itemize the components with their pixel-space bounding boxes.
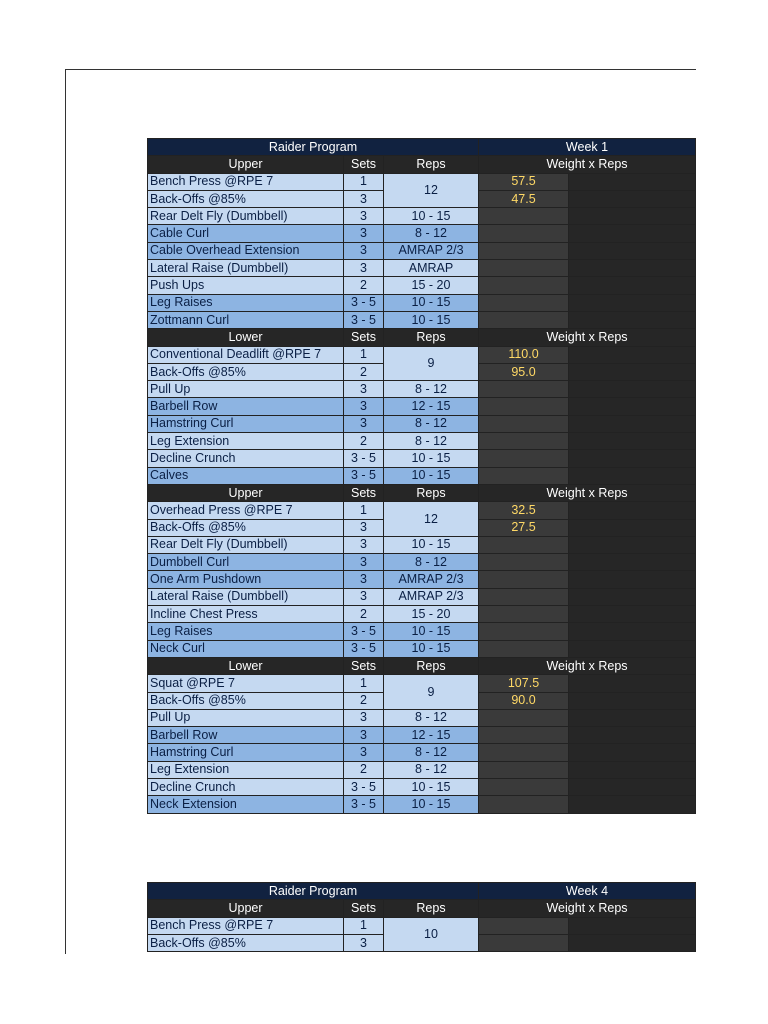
table-row	[148, 623, 696, 640]
program-table-1	[147, 138, 696, 814]
sets-value[interactable]: 1	[344, 173, 384, 190]
reps-log-cell[interactable]	[569, 415, 696, 432]
table-row	[148, 917, 696, 934]
weight-value[interactable]: 90.0	[479, 692, 569, 709]
exercise-name[interactable]: Hamstring Curl	[148, 744, 344, 761]
weight-value[interactable]	[479, 606, 569, 623]
sets-value[interactable]: 2	[344, 433, 384, 450]
exercise-name[interactable]: Barbell Row	[148, 398, 344, 415]
sets-value[interactable]: 3	[344, 190, 384, 207]
weight-value[interactable]	[479, 917, 569, 934]
sets-value[interactable]: 3	[344, 934, 384, 951]
exercise-name[interactable]: Barbell Row	[148, 727, 344, 744]
table-row	[148, 761, 696, 778]
sets-value[interactable]: 3	[344, 536, 384, 553]
weight-value[interactable]	[479, 208, 569, 225]
reps-log-cell[interactable]	[569, 588, 696, 605]
exercise-name[interactable]: Neck Extension	[148, 796, 344, 813]
sets-value[interactable]: 3 - 5	[344, 778, 384, 795]
table-row	[148, 173, 696, 190]
weight-value[interactable]	[479, 571, 569, 588]
weight-value[interactable]: 27.5	[479, 519, 569, 536]
weight-value[interactable]	[479, 709, 569, 726]
reps-value[interactable]: 10 - 15	[384, 796, 479, 813]
reps-value[interactable]: 10 - 15	[384, 311, 479, 328]
reps-value[interactable]: 10 - 15	[384, 294, 479, 311]
exercise-name[interactable]: Calves	[148, 467, 344, 484]
exercise-name[interactable]: Decline Crunch	[148, 450, 344, 467]
reps-value[interactable]: 8 - 12	[384, 709, 479, 726]
page-border-left	[65, 69, 66, 954]
reps-header: Reps	[384, 329, 479, 346]
weight-value[interactable]: 47.5	[479, 190, 569, 207]
reps-value[interactable]: 8 - 12	[384, 433, 479, 450]
program-title: Raider Program	[148, 139, 479, 156]
reps-value[interactable]: 12	[384, 173, 479, 208]
sets-value[interactable]: 1	[344, 346, 384, 363]
reps-log-cell[interactable]	[569, 381, 696, 398]
weight-value[interactable]	[479, 727, 569, 744]
table-row	[148, 606, 696, 623]
exercise-name[interactable]: Cable Curl	[148, 225, 344, 242]
weight-value[interactable]	[479, 796, 569, 813]
sets-value[interactable]: 3 - 5	[344, 796, 384, 813]
exercise-name[interactable]: Back-Offs @85%	[148, 363, 344, 380]
sets-value[interactable]: 3	[344, 744, 384, 761]
sets-value[interactable]: 2	[344, 277, 384, 294]
reps-value[interactable]: 10 - 15	[384, 450, 479, 467]
weight-value[interactable]	[479, 433, 569, 450]
weight-value[interactable]: 32.5	[479, 502, 569, 519]
weight-value[interactable]	[479, 588, 569, 605]
table-row	[148, 433, 696, 450]
reps-log-cell[interactable]	[569, 934, 696, 951]
reps-value[interactable]: 8 - 12	[384, 761, 479, 778]
reps-log-cell[interactable]	[569, 519, 696, 536]
weight-value[interactable]	[479, 640, 569, 657]
reps-log-cell[interactable]	[569, 917, 696, 934]
exercise-name[interactable]: Bench Press @RPE 7	[148, 917, 344, 934]
reps-log-cell[interactable]	[569, 606, 696, 623]
exercise-name[interactable]: Lateral Raise (Dumbbell)	[148, 260, 344, 277]
reps-log-cell[interactable]	[569, 554, 696, 571]
table-row	[148, 502, 696, 519]
table-row	[148, 778, 696, 795]
reps-value[interactable]: AMRAP 2/3	[384, 242, 479, 259]
day-name: Lower	[148, 657, 344, 674]
exercise-name[interactable]: Zottmann Curl	[148, 311, 344, 328]
reps-log-cell[interactable]	[569, 260, 696, 277]
reps-log-cell[interactable]	[569, 173, 696, 190]
exercise-name[interactable]: Leg Extension	[148, 761, 344, 778]
sets-value[interactable]: 2	[344, 692, 384, 709]
reps-value[interactable]: 9	[384, 675, 479, 710]
sets-value[interactable]: 2	[344, 761, 384, 778]
day-name: Upper	[148, 484, 344, 501]
exercise-name[interactable]: Pull Up	[148, 381, 344, 398]
sets-value[interactable]: 3	[344, 519, 384, 536]
sets-header: Sets	[344, 900, 384, 917]
reps-log-cell[interactable]	[569, 709, 696, 726]
weight-value[interactable]	[479, 294, 569, 311]
reps-value[interactable]: AMRAP 2/3	[384, 571, 479, 588]
reps-value[interactable]: 10	[384, 917, 479, 952]
sets-value[interactable]: 3	[344, 709, 384, 726]
weight-value[interactable]	[479, 450, 569, 467]
table-row	[148, 709, 696, 726]
table-row	[148, 294, 696, 311]
week-label: Week 1	[479, 139, 696, 156]
sets-value[interactable]: 3 - 5	[344, 294, 384, 311]
table-row	[148, 346, 696, 363]
weight-value[interactable]	[479, 467, 569, 484]
sets-value[interactable]: 3 - 5	[344, 450, 384, 467]
table-row	[148, 415, 696, 432]
weight-value[interactable]	[479, 381, 569, 398]
weight-value[interactable]	[479, 744, 569, 761]
exercise-name[interactable]: Back-Offs @85%	[148, 190, 344, 207]
sets-value[interactable]: 3	[344, 415, 384, 432]
table-row	[148, 381, 696, 398]
reps-value[interactable]: 8 - 12	[384, 225, 479, 242]
reps-log-cell[interactable]	[569, 675, 696, 692]
sets-value[interactable]: 3	[344, 554, 384, 571]
sets-value[interactable]: 3	[344, 381, 384, 398]
sets-header: Sets	[344, 156, 384, 173]
reps-header: Reps	[384, 900, 479, 917]
weight-value[interactable]: 95.0	[479, 363, 569, 380]
exercise-name[interactable]: Leg Raises	[148, 623, 344, 640]
reps-header: Reps	[384, 156, 479, 173]
weight-value[interactable]	[479, 277, 569, 294]
reps-log-cell[interactable]	[569, 277, 696, 294]
reps-log-cell[interactable]	[569, 761, 696, 778]
reps-value[interactable]: 10 - 15	[384, 640, 479, 657]
exercise-name[interactable]: Dumbbell Curl	[148, 554, 344, 571]
table-row	[148, 277, 696, 294]
reps-value[interactable]: 10 - 15	[384, 536, 479, 553]
reps-log-cell[interactable]	[569, 242, 696, 259]
sets-value[interactable]: 1	[344, 675, 384, 692]
exercise-name[interactable]: Pull Up	[148, 709, 344, 726]
reps-value[interactable]: 15 - 20	[384, 606, 479, 623]
weight-reps-header: Weight x Reps	[479, 900, 696, 917]
exercise-name[interactable]: Rear Delt Fly (Dumbbell)	[148, 536, 344, 553]
reps-log-cell[interactable]	[569, 778, 696, 795]
reps-value[interactable]: 8 - 12	[384, 554, 479, 571]
reps-log-cell[interactable]	[569, 502, 696, 519]
reps-log-cell[interactable]	[569, 450, 696, 467]
table-row	[148, 571, 696, 588]
table-row	[148, 260, 696, 277]
table-row	[148, 311, 696, 328]
weight-value[interactable]	[479, 398, 569, 415]
exercise-name[interactable]: Squat @RPE 7	[148, 675, 344, 692]
weight-value[interactable]: 110.0	[479, 346, 569, 363]
table-row	[148, 744, 696, 761]
reps-value[interactable]: 10 - 15	[384, 778, 479, 795]
exercise-name[interactable]: Push Ups	[148, 277, 344, 294]
exercise-name[interactable]: Incline Chest Press	[148, 606, 344, 623]
reps-log-cell[interactable]	[569, 467, 696, 484]
table-row	[148, 554, 696, 571]
table-row	[148, 208, 696, 225]
page-border-top	[65, 69, 696, 70]
weight-value[interactable]: 107.5	[479, 675, 569, 692]
exercise-name[interactable]: Bench Press @RPE 7	[148, 173, 344, 190]
table-row	[148, 398, 696, 415]
sets-value[interactable]: 3	[344, 242, 384, 259]
sets-header: Sets	[344, 657, 384, 674]
table-row	[148, 242, 696, 259]
weight-reps-header: Weight x Reps	[479, 484, 696, 501]
sets-value[interactable]: 3 - 5	[344, 623, 384, 640]
exercise-name[interactable]: Hamstring Curl	[148, 415, 344, 432]
exercise-name[interactable]: Overhead Press @RPE 7	[148, 502, 344, 519]
reps-value[interactable]: 15 - 20	[384, 277, 479, 294]
reps-value[interactable]: 12	[384, 502, 479, 537]
table-row	[148, 727, 696, 744]
reps-log-cell[interactable]	[569, 208, 696, 225]
weight-reps-header: Weight x Reps	[479, 657, 696, 674]
week-label: Week 4	[479, 883, 696, 900]
table-row	[148, 675, 696, 692]
weight-value[interactable]: 57.5	[479, 173, 569, 190]
exercise-name[interactable]: Back-Offs @85%	[148, 934, 344, 951]
sets-value[interactable]: 3 - 5	[344, 311, 384, 328]
reps-log-cell[interactable]	[569, 727, 696, 744]
exercise-name[interactable]: Conventional Deadlift @RPE 7	[148, 346, 344, 363]
exercise-name[interactable]: Lateral Raise (Dumbbell)	[148, 588, 344, 605]
reps-value[interactable]: 8 - 12	[384, 744, 479, 761]
sets-value[interactable]: 3	[344, 260, 384, 277]
weight-reps-header: Weight x Reps	[479, 329, 696, 346]
exercise-name[interactable]: Neck Curl	[148, 640, 344, 657]
weight-value[interactable]	[479, 536, 569, 553]
table-row	[148, 796, 696, 813]
table-row	[148, 588, 696, 605]
exercise-name[interactable]: Leg Extension	[148, 433, 344, 450]
reps-log-cell[interactable]	[569, 311, 696, 328]
reps-log-cell[interactable]	[569, 433, 696, 450]
reps-header: Reps	[384, 657, 479, 674]
weight-value[interactable]	[479, 554, 569, 571]
reps-value[interactable]: 12 - 15	[384, 727, 479, 744]
sets-value[interactable]: 2	[344, 363, 384, 380]
weight-value[interactable]	[479, 934, 569, 951]
reps-value[interactable]: 9	[384, 346, 479, 381]
reps-log-cell[interactable]	[569, 692, 696, 709]
exercise-name[interactable]: One Arm Pushdown	[148, 571, 344, 588]
weight-value[interactable]	[479, 225, 569, 242]
table-row	[148, 467, 696, 484]
sets-value[interactable]: 3 - 5	[344, 640, 384, 657]
reps-value[interactable]: 10 - 15	[384, 623, 479, 640]
sets-value[interactable]: 3	[344, 225, 384, 242]
sets-value[interactable]: 1	[344, 502, 384, 519]
reps-value[interactable]: 10 - 15	[384, 467, 479, 484]
table-row	[148, 640, 696, 657]
weight-value[interactable]	[479, 242, 569, 259]
weight-reps-header: Weight x Reps	[479, 156, 696, 173]
sets-value[interactable]: 1	[344, 917, 384, 934]
weight-value[interactable]	[479, 778, 569, 795]
reps-log-cell[interactable]	[569, 571, 696, 588]
reps-log-cell[interactable]	[569, 640, 696, 657]
reps-value[interactable]: 10 - 15	[384, 208, 479, 225]
sets-header: Sets	[344, 329, 384, 346]
reps-value[interactable]: 8 - 12	[384, 415, 479, 432]
reps-log-cell[interactable]	[569, 744, 696, 761]
weight-value[interactable]	[479, 623, 569, 640]
table-row	[148, 536, 696, 553]
table-row	[148, 450, 696, 467]
reps-value[interactable]: AMRAP	[384, 260, 479, 277]
sets-value[interactable]: 3	[344, 571, 384, 588]
sets-value[interactable]: 3	[344, 398, 384, 415]
exercise-name[interactable]: Decline Crunch	[148, 778, 344, 795]
reps-log-cell[interactable]	[569, 623, 696, 640]
program-table-2	[147, 882, 696, 952]
reps-log-cell[interactable]	[569, 225, 696, 242]
exercise-name[interactable]: Back-Offs @85%	[148, 692, 344, 709]
sets-value[interactable]: 3	[344, 727, 384, 744]
reps-log-cell[interactable]	[569, 294, 696, 311]
weight-value[interactable]	[479, 260, 569, 277]
day-name: Upper	[148, 156, 344, 173]
reps-log-cell[interactable]	[569, 398, 696, 415]
exercise-name[interactable]: Cable Overhead Extension	[148, 242, 344, 259]
weight-value[interactable]	[479, 761, 569, 778]
sets-header: Sets	[344, 484, 384, 501]
day-name: Upper	[148, 900, 344, 917]
exercise-name[interactable]: Rear Delt Fly (Dumbbell)	[148, 208, 344, 225]
reps-log-cell[interactable]	[569, 536, 696, 553]
sets-value[interactable]: 2	[344, 606, 384, 623]
weight-value[interactable]	[479, 415, 569, 432]
reps-log-cell[interactable]	[569, 346, 696, 363]
reps-log-cell[interactable]	[569, 363, 696, 380]
sets-value[interactable]: 3 - 5	[344, 467, 384, 484]
reps-log-cell[interactable]	[569, 190, 696, 207]
sets-value[interactable]: 3	[344, 208, 384, 225]
exercise-name[interactable]: Back-Offs @85%	[148, 519, 344, 536]
table-row	[148, 225, 696, 242]
reps-value[interactable]: AMRAP 2/3	[384, 588, 479, 605]
sets-value[interactable]: 3	[344, 588, 384, 605]
reps-value[interactable]: 8 - 12	[384, 381, 479, 398]
program-title: Raider Program	[148, 883, 479, 900]
reps-header: Reps	[384, 484, 479, 501]
exercise-name[interactable]: Leg Raises	[148, 294, 344, 311]
reps-log-cell[interactable]	[569, 796, 696, 813]
day-name: Lower	[148, 329, 344, 346]
reps-value[interactable]: 12 - 15	[384, 398, 479, 415]
weight-value[interactable]	[479, 311, 569, 328]
